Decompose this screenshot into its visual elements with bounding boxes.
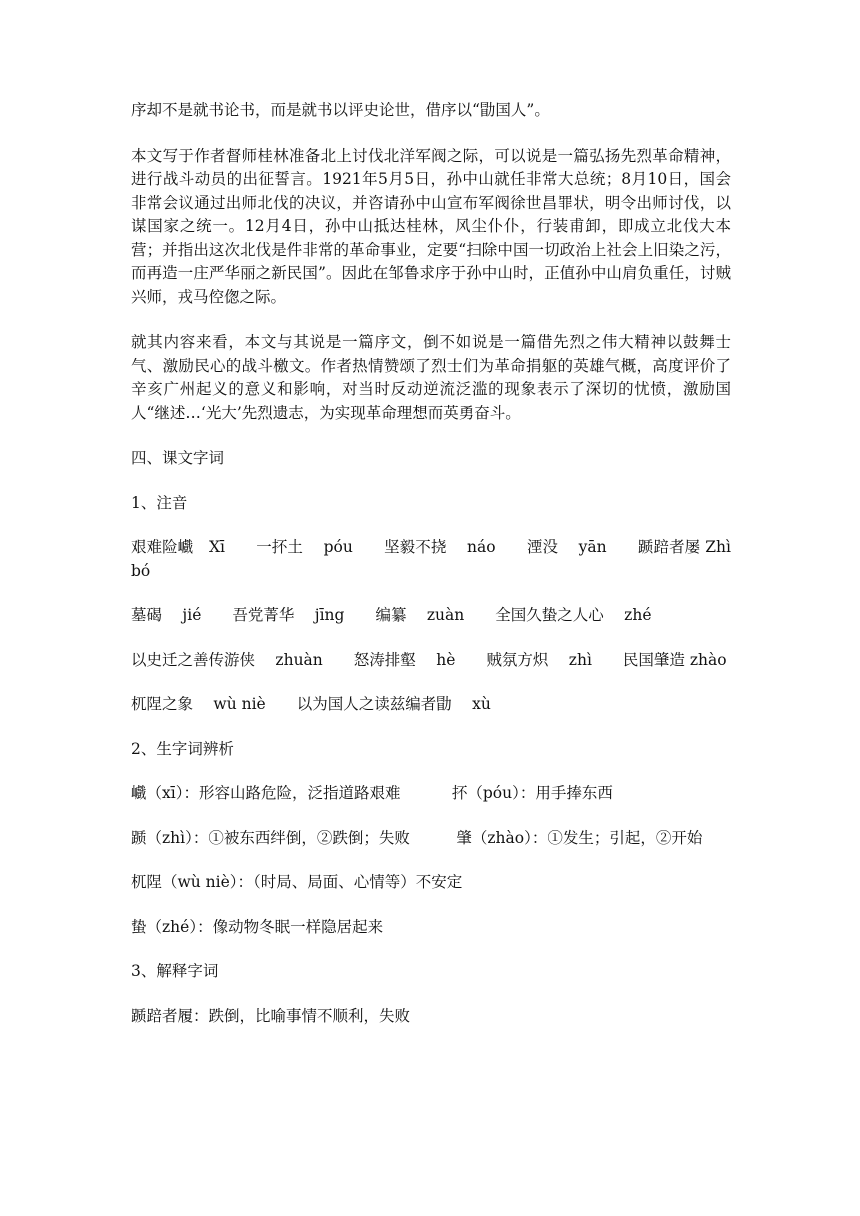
subheading-new-words: 2、生字词辨析 [131, 739, 234, 758]
paragraph-content-analysis: 就其内容来看，本文与其说是一篇序文，倒不如说是一篇借先烈之伟大精神以鼓舞士气、激励民心的战斗檄文。作者热情赞颂了烈士们为革命捐躯的英雄气概，高度评价了辛亥广州起义的意义和影响，对当时反动逆流泛滥的现象表示了深切的忧愤，激励国人“继述…‘光大’先烈遗志，为实现革命理想而英勇奋斗。 [131, 333, 731, 422]
section-heading-vocabulary: 四、课文字词 [131, 449, 225, 467]
paragraph-preface-intro: 序却不是就书论书，而是就书以评史论世，借序以“勖国人”。 [131, 101, 550, 119]
subheading-pronunciation: 1、注音 [131, 493, 188, 512]
document-body [131, 99, 731, 1028]
paragraph-background: 本文写于作者督师桂林准备北上讨伐北洋军阀之际，可以说是一篇弘扬先烈革命精神，进行战斗动员的出征誓言。1921年5月5日，孙中山就任非常大总统；8月10日，国会非常会议通过出师北伐的决议，并咨请孙中山宣布军阀徐世昌罪状，明令出师讨伐，以谋国家之统一。12月4日，孙中山抵达桂林，风尘仆仆，行装甫卸，即成立北伐大本营；并指出这次北伐是件非常的革命事业，定要“扫除中国一切政治上社会上旧染之污，而再造一庄严华丽之新民国”。因此在邹鲁求序于孙中山时，正值孙中山肩负重任，讨贼兴师，戎马倥偬之际。 [131, 146, 731, 306]
pronunciation-line-1: 艰难险巇 Xī 一抔土 póu 坚毅不挠 náo 湮没 yān 踬踣者屡 Zhìbó [131, 538, 731, 580]
subheading-explanation: 3、解释字词 [131, 962, 219, 980]
new-word-line-2: 踬（zhì）：①被东西绊倒，②跌倒；失败 肇（zhào）：①发生；引起，②开始 [131, 828, 703, 847]
pronunciation-line-2: 墓碣 jié 吾党菁华 jīng 编纂 zuàn 全国久蛰之人心 zhé [131, 606, 652, 624]
new-word-line-3: 杌陧（wù niè）：（时局、局面、心情等）不安定 [131, 873, 463, 891]
pronunciation-line-4: 杌陧之象 wù niè 以为国人之读兹编者勖 xù [131, 695, 491, 713]
new-word-line-1: 巇（xī）：形容山路危险，泛指道路艰难 抔（póu）：用手捧东西 [131, 784, 613, 802]
pronunciation-line-3: 以史迁之善传游侠 zhuàn 怒涛排壑 hè 贼氛方炽 zhì 民国肇造 zhào [131, 650, 727, 669]
new-word-line-4: 蛰（zhé）：像动物冬眠一样隐居起来 [131, 917, 384, 936]
explanation-line-1: 踬踣者履：跌倒，比喻事情不顺利，失败 [131, 1006, 411, 1025]
